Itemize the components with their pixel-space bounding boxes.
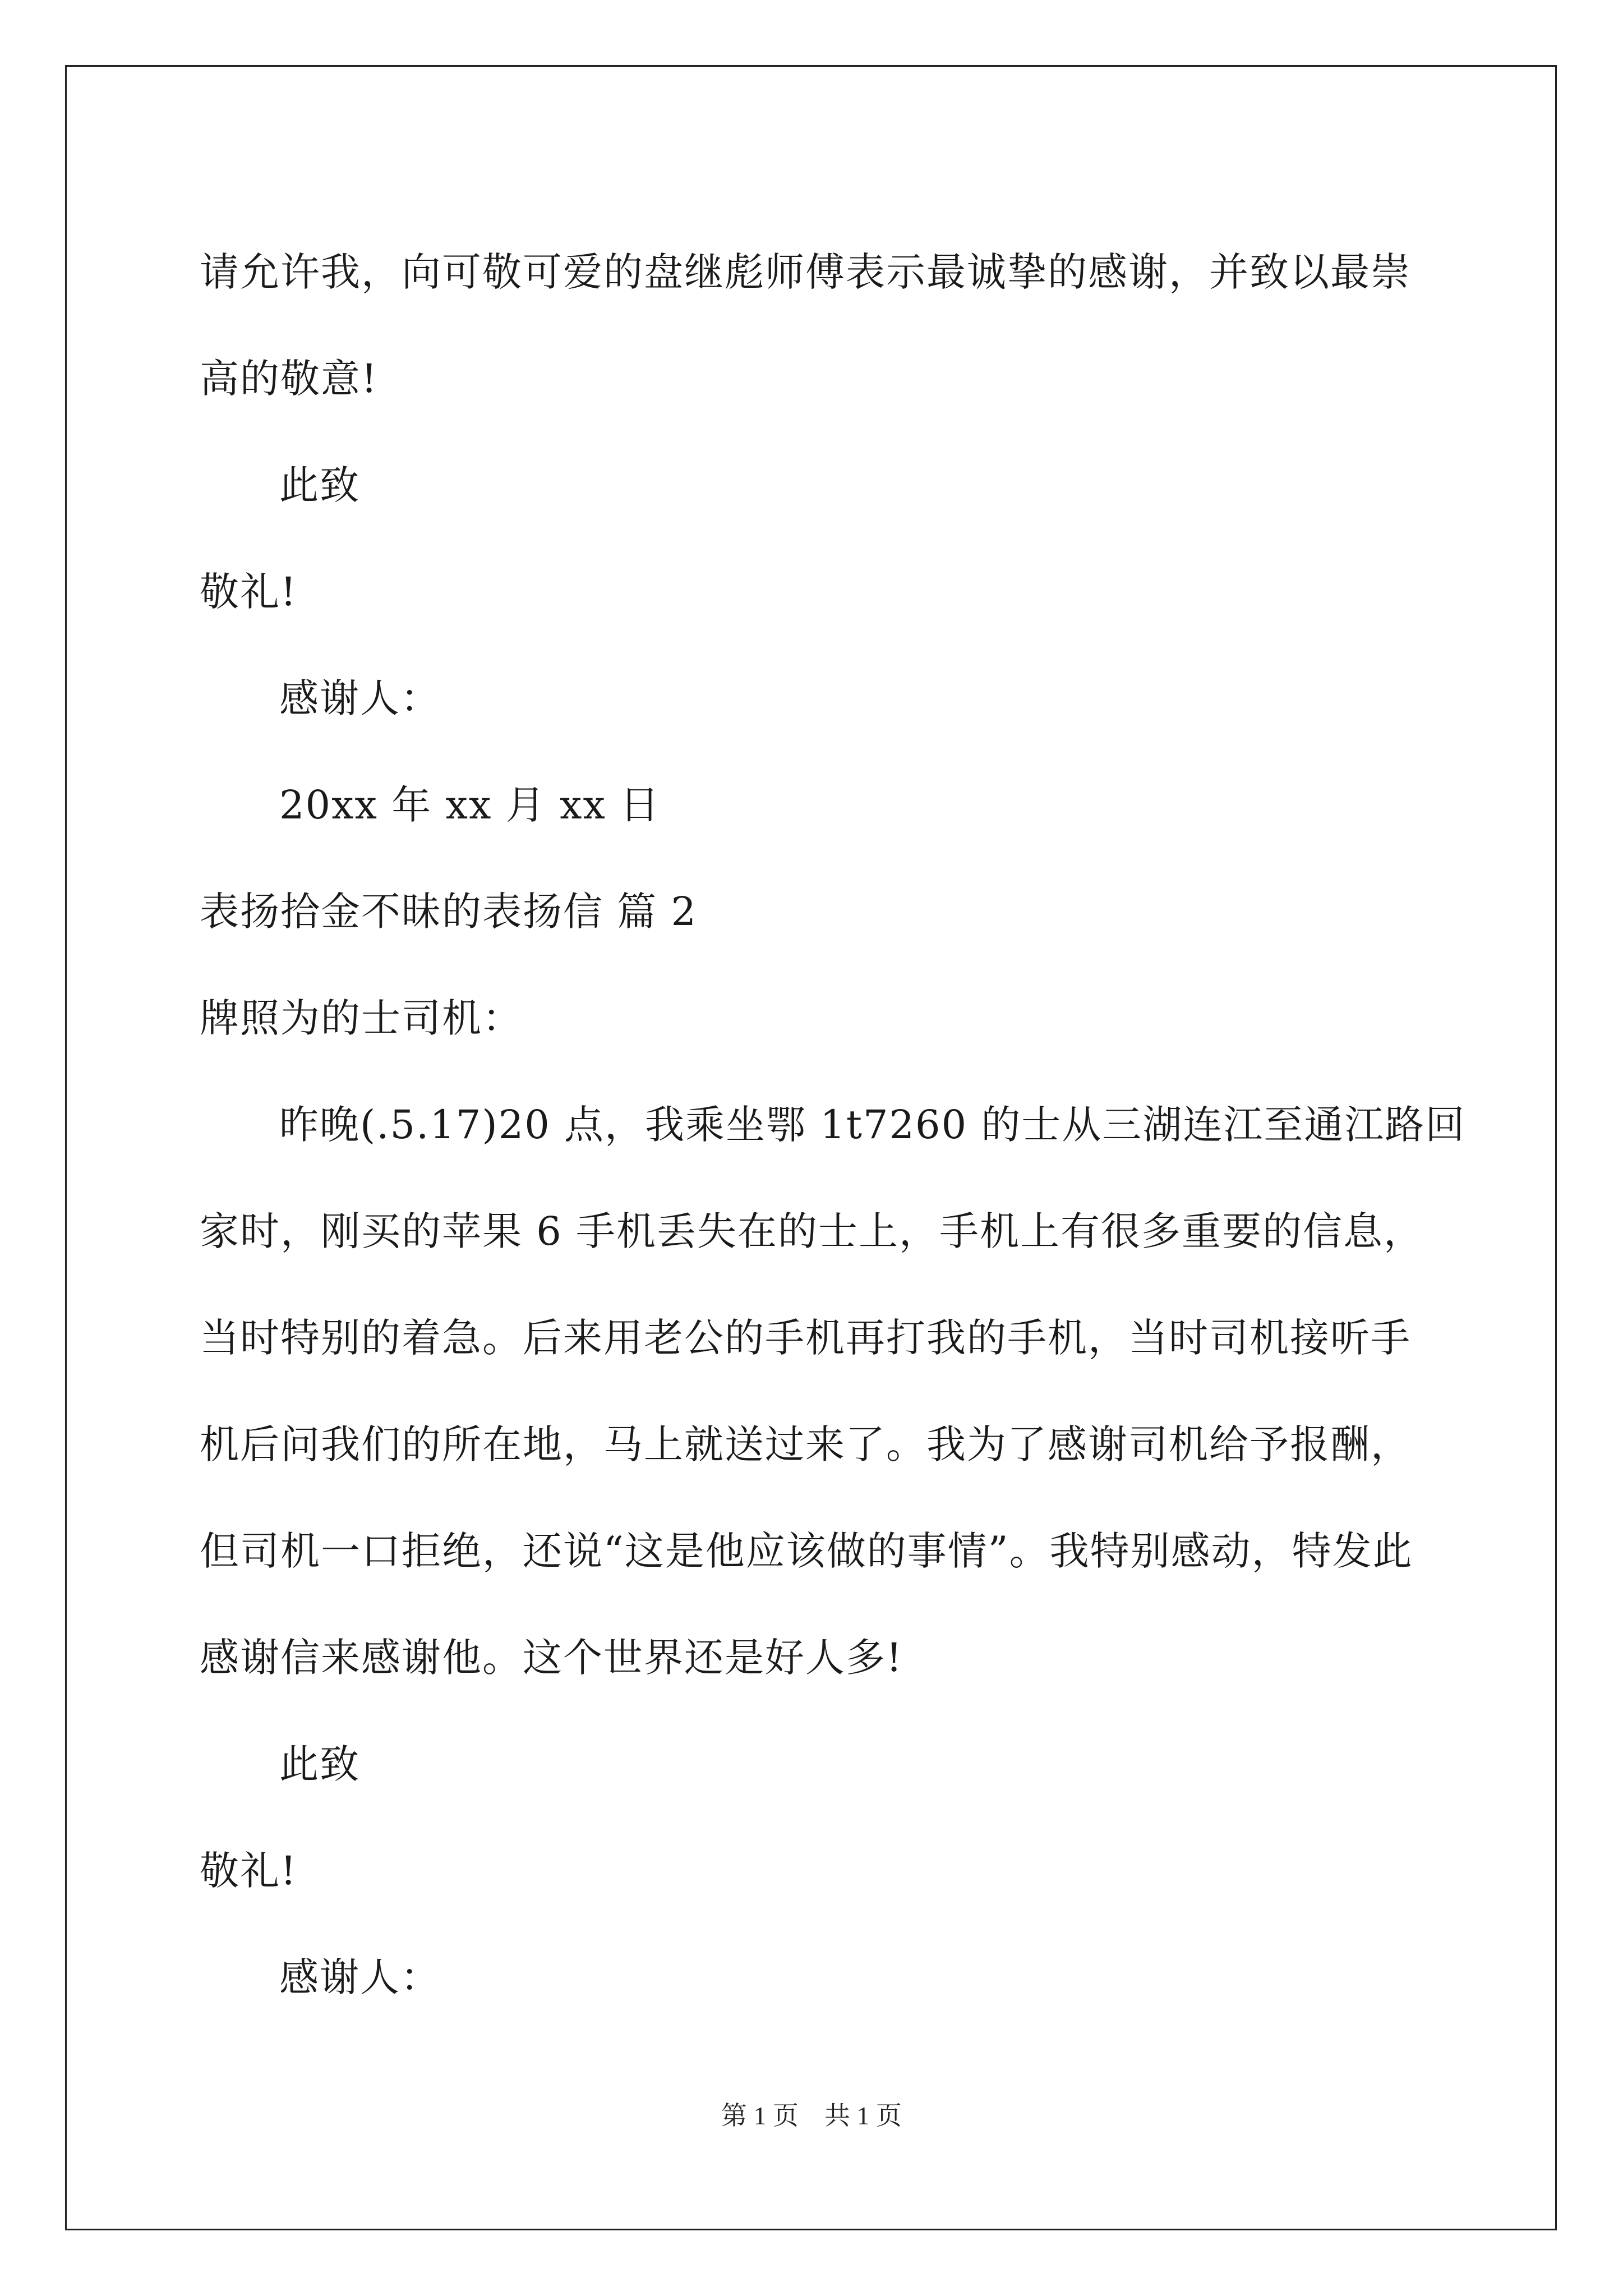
text-line: 感谢信来感谢他。这个世界还是好人多! [200,1635,903,1681]
text-line: 机后问我们的所在地，马上就送过来了。我为了感谢司机给予报酬， [200,1421,1411,1467]
page-footer: 第 1 页 共 1 页 [721,2101,902,2130]
text-line: 但司机一口拒绝，还说“这是他应该做的事情”。我特别感动，特发此 [200,1528,1413,1574]
text-line: 请允许我，向可敬可爱的盘继彪师傅表示最诚挚的感谢，并致以最崇 [200,249,1411,295]
signature-label: 感谢人： [279,675,441,721]
letter-addressee: 牌照为的士司机： [200,995,523,1041]
date-line: 20xx 年 xx 月 xx 日 [279,782,661,828]
closing-regards: 敬礼! [200,569,298,615]
closing-regards: 敬礼! [200,1848,298,1894]
text-line: 家时，刚买的苹果 6 手机丢失在的士上，手机上有很多重要的信息， [200,1208,1424,1254]
text-line: 当时特别的着急。后来用老公的手机再打我的手机，当时司机接听手 [200,1315,1411,1361]
text-line: 高的敬意! [200,356,379,402]
document-body [200,219,1466,2031]
section-heading: 表扬拾金不昧的表扬信 篇 2 [200,889,698,935]
text-line: 昨晚(.5.17)20 点，我乘坐鄂 1t7260 的士从三湖连江至通江路回 [279,1102,1466,1148]
closing-salutation: 此致 [279,462,360,508]
closing-salutation: 此致 [279,1741,360,1787]
signature-label: 感谢人： [279,1954,441,2000]
